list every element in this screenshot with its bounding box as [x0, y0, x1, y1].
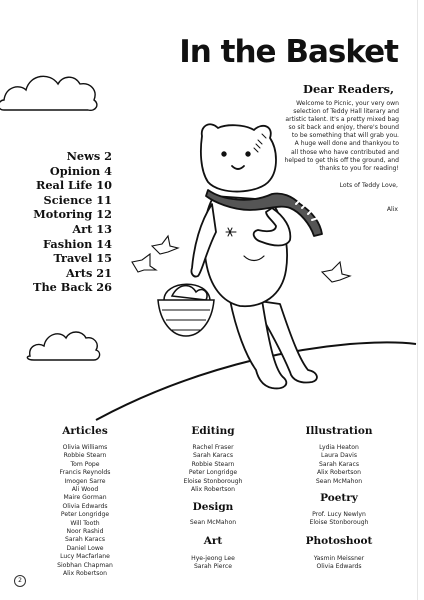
picnic-basket-icon — [158, 284, 214, 336]
credit-name: Robbie Stearn — [191, 460, 235, 468]
contents-item[interactable]: The Back 26 — [33, 280, 112, 295]
design-credits — [168, 519, 258, 527]
bird-icon — [152, 236, 178, 254]
contents-item[interactable]: Fashion 14 — [43, 236, 112, 251]
art-heading: Art — [203, 535, 223, 547]
credit-name: Will Tooth — [70, 519, 100, 527]
contents-item[interactable]: Opinion 4 — [49, 163, 112, 178]
bird-icon — [322, 262, 350, 282]
credit-name: Olivia Edwards — [62, 502, 108, 510]
credit-name: Peter Longridge — [188, 469, 238, 477]
credit-name: Sarah Karacs — [318, 460, 360, 468]
credit-name: Maire Gorman — [63, 494, 107, 502]
welcome-line: artistic talent. It's a pretty mixed bag — [285, 116, 399, 124]
cloud-icon — [0, 76, 97, 110]
contents-item[interactable]: Arts 21 — [66, 265, 112, 280]
editing-heading: Editing — [191, 425, 235, 437]
page-title: In the Basket — [179, 34, 398, 70]
credit-name: Francis Reynolds — [59, 469, 111, 477]
credit-name: Ali Wood — [71, 486, 99, 494]
welcome-letter — [258, 100, 399, 173]
credit-name: Sean McMahon — [315, 477, 363, 485]
credit-name: Lydia Heaton — [319, 444, 359, 451]
contents-item[interactable]: Art 13 — [72, 221, 112, 236]
letter-signoff: Lots of Teddy Love, — [339, 182, 398, 189]
credit-name: Noor Rashid — [66, 528, 104, 536]
bird-icon — [132, 254, 156, 272]
credit-name: Sarah Karacs — [192, 452, 234, 460]
poetry-credits — [289, 511, 389, 528]
illustration-heading: Illustration — [305, 425, 373, 437]
credit-name: Siobhan Chapman — [57, 561, 113, 569]
credit-name: Alix Robertson — [316, 469, 362, 477]
poetry-heading: Poetry — [320, 492, 358, 504]
credit-name: Olivia Williams — [62, 444, 108, 451]
photoshoot-credits — [289, 555, 389, 572]
credit-name: Sarah Karacs — [64, 536, 106, 544]
credit-name: Imogen Sarre — [64, 477, 106, 485]
credit-name: Hye-jeong Lee — [191, 555, 235, 562]
credit-name: Rachel Fraser — [192, 444, 234, 451]
editing-credits — [168, 444, 258, 494]
credit-name: Eloise Stonborough — [183, 477, 243, 485]
credit-name: Sean McMahon — [189, 519, 237, 526]
illustration-credits — [289, 444, 389, 486]
credit-name: Yasmin Meissner — [313, 555, 365, 562]
credit-name: Lucy Macfarlane — [60, 553, 110, 561]
contents-item[interactable]: News 2 — [66, 149, 112, 163]
photoshoot-heading: Photoshoot — [305, 535, 373, 547]
credit-name: Eloise Stonborough — [309, 519, 369, 527]
welcome-line: all those who have contributed and — [291, 148, 399, 156]
welcome-line: thanks to you for reading! — [319, 164, 399, 172]
cloud-icon — [27, 332, 99, 360]
credit-name: Alix Robertson — [190, 486, 236, 494]
welcome-line: so sit back and enjoy, there's bound — [288, 124, 399, 132]
welcome-line: selection of Teddy Hall literary and — [293, 108, 399, 116]
letter-signature: Alix — [386, 206, 398, 213]
credit-name: Alix Robertson — [62, 570, 108, 578]
credit-name: Laura Davis — [320, 452, 358, 460]
contents-item[interactable]: Science 11 — [43, 192, 112, 207]
articles-credits — [40, 444, 130, 579]
welcome-line: Welcome to Picnic, your very own — [296, 100, 399, 107]
table-of-contents — [33, 149, 112, 295]
contents-item[interactable]: Real Life 10 — [35, 178, 112, 193]
credit-name: Sarah Pierce — [193, 563, 233, 571]
welcome-line: to be something that will grab you. — [291, 132, 399, 140]
contents-item[interactable]: Motoring 12 — [33, 207, 112, 222]
credit-name: Olivia Edwards — [316, 563, 362, 571]
credit-name: Robbie Stearn — [63, 452, 107, 460]
articles-heading: Articles — [62, 425, 108, 437]
contents-item[interactable]: Travel 15 — [53, 251, 112, 266]
credit-name: Peter Longridge — [60, 511, 110, 519]
credit-name: Prof. Lucy Newlyn — [312, 511, 366, 518]
letter-greeting: Dear Readers, — [302, 82, 394, 96]
credit-name: Tom Pope — [70, 460, 100, 468]
design-heading: Design — [192, 501, 234, 513]
welcome-line: helped to get this off the ground, and — [284, 156, 399, 164]
credit-name: Daniel Lowe — [66, 544, 104, 552]
page-number: 2 — [14, 575, 26, 587]
art-credits — [168, 555, 258, 572]
welcome-line: A huge well done and thankyou to — [294, 140, 399, 148]
